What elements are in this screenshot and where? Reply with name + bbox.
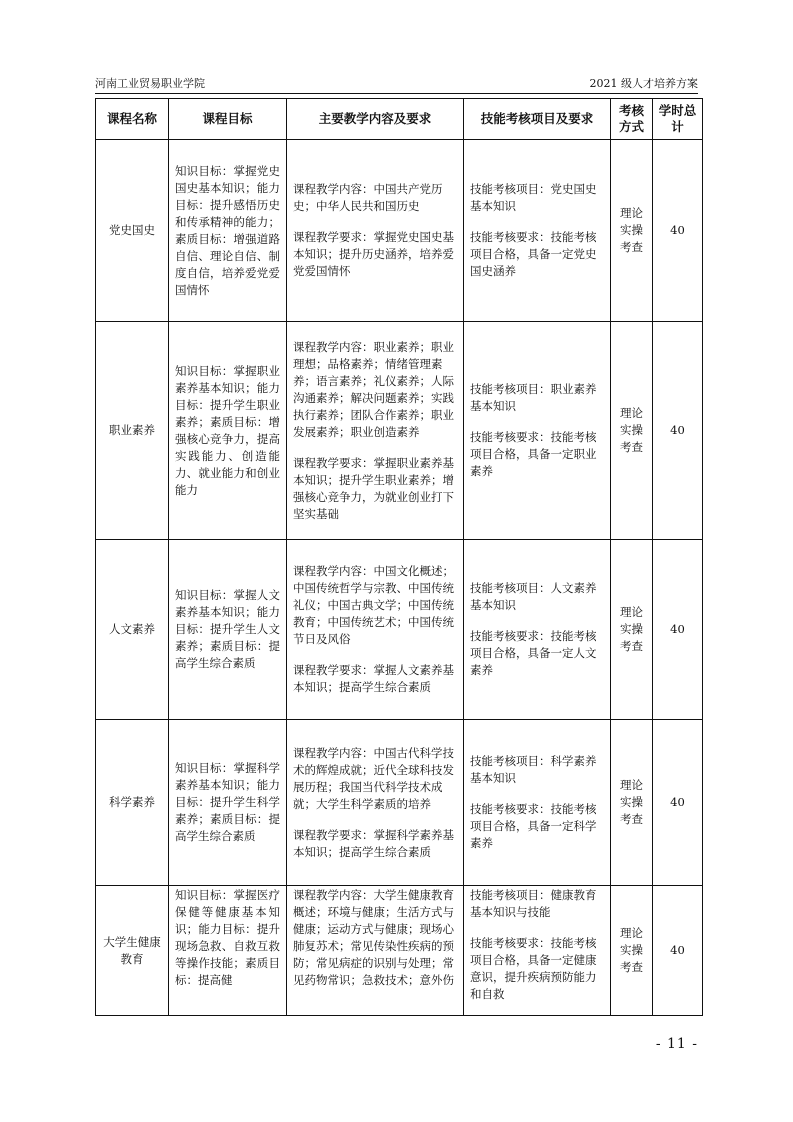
total-hours: 40 — [653, 886, 703, 1016]
skill-item: 技能考核项目：党史国史基本知识 — [470, 182, 597, 213]
course-goal: 知识目标：掌握医疗保健等健康基本知识；能力目标：提升现场急救、自救互救等操作技能；素质目标：提高健 — [169, 886, 287, 1016]
header-rule — [95, 93, 698, 94]
course-name: 科学素养 — [96, 720, 169, 886]
teaching-content: 课程教学内容：大学生健康教育概述；环境与健康；生活方式与健康；运动方式与健康；现场心肺复苏术；常见传染性疾病的预防；常见病症的识别与处理；常见药物常识；急救技术；意外伤 — [293, 888, 454, 987]
assessment-method: 理论实操考查 — [611, 140, 653, 322]
course-content-cell — [287, 720, 464, 886]
total-hours: 40 — [653, 720, 703, 886]
teaching-content: 课程教学内容：职业素养；职业理想；品格素养；情绪管理素养；语言素养；礼仪素养；人际沟通素养；解决问题素养；实践执行素养；团队合作素养；职业发展素养；职业创造素养 — [293, 339, 454, 439]
course-goal: 知识目标：掌握人文素养基本知识；能力目标：提升学生人文素养；素质目标：提高学生综合素质 — [169, 540, 287, 720]
skill-cell — [464, 886, 611, 1016]
assessment-method: 理论实操考查 — [611, 540, 653, 720]
course-name: 职业素养 — [96, 322, 169, 540]
table-row — [96, 886, 703, 1016]
skill-item: 技能考核项目：健康教育基本知识与技能 — [470, 888, 597, 919]
assessment-method: 理论实操考查 — [611, 720, 653, 886]
course-name: 大学生健康教育 — [96, 886, 169, 1016]
skill-cell — [464, 540, 611, 720]
skill-item: 技能考核项目：科学素养基本知识 — [470, 754, 597, 785]
course-content-cell — [287, 540, 464, 720]
course-content-cell — [287, 140, 464, 322]
header-school-name: 河南工业贸易职业学院 — [95, 77, 205, 90]
total-hours: 40 — [653, 540, 703, 720]
table-row — [96, 140, 703, 322]
total-hours: 40 — [653, 140, 703, 322]
col-header-skill: 技能考核项目及要求 — [464, 99, 611, 140]
skill-requirement: 技能考核要求：技能考核项目合格，具备一定党史国史涵养 — [470, 230, 597, 278]
teaching-requirement: 课程教学要求：掌握科学素养基本知识；提高学生综合素质 — [293, 827, 454, 859]
col-header-name: 课程名称 — [96, 99, 169, 140]
skill-item: 技能考核项目：职业素养基本知识 — [470, 382, 597, 413]
skill-cell — [464, 322, 611, 540]
skill-requirement: 技能考核要求：技能考核项目合格，具备一定人文素养 — [470, 629, 597, 677]
skill-cell — [464, 140, 611, 322]
table-header-row — [96, 99, 703, 140]
course-content-cell — [287, 886, 464, 1016]
col-header-goal: 课程目标 — [169, 99, 287, 140]
course-name: 党史国史 — [96, 140, 169, 322]
skill-item: 技能考核项目：人文素养基本知识 — [470, 581, 597, 612]
assessment-method: 理论实操考查 — [611, 322, 653, 540]
teaching-content: 课程教学内容：中国共产党历史；中华人民共和国历史 — [293, 182, 443, 213]
teaching-content: 课程教学内容：中国文化概述；中国传统哲学与宗教、中国传统礼仪；中国古典文学；中国传统教育；中国传统艺术；中国传统节日及风俗 — [293, 564, 454, 646]
col-header-hours: 学时总计 — [653, 99, 703, 140]
col-header-content: 主要教学内容及要求 — [287, 99, 464, 140]
page-header — [95, 76, 698, 92]
teaching-requirement: 课程教学要求：掌握党史国史基本知识；提升历史涵养，培养爱党爱国情怀 — [293, 230, 454, 278]
col-header-method: 考核方式 — [611, 99, 653, 140]
total-hours: 40 — [653, 322, 703, 540]
skill-requirement: 技能考核要求：技能考核项目合格，具备一定健康意识，提升疾病预防能力和自救 — [470, 936, 597, 1001]
skill-cell — [464, 720, 611, 886]
skill-requirement: 技能考核要求：技能考核项目合格，具备一定职业素养 — [470, 430, 597, 478]
page-number: - 11 - — [655, 1036, 698, 1052]
course-table — [95, 98, 703, 1016]
table-row — [96, 322, 703, 540]
course-content-cell — [287, 322, 464, 540]
course-goal: 知识目标：掌握党史国史基本知识；能力目标：提升感悟历史和传承精神的能力；素质目标：增强道路自信、理论自信、制度自信，培养爱党爱国情怀 — [169, 140, 287, 322]
skill-requirement: 技能考核要求：技能考核项目合格，具备一定科学素养 — [470, 802, 597, 850]
course-goal: 知识目标：掌握职业素养基本知识；能力目标：提升学生职业素养；素质目标：增强核心竞争力，提高实践能力、创造能力、就业能力和创业能力 — [169, 322, 287, 540]
table-row — [96, 720, 703, 886]
header-doc-title: 2021 级人才培养方案 — [589, 77, 698, 90]
table-row — [96, 540, 703, 720]
teaching-requirement: 课程教学要求：掌握职业素养基本知识；提升学生职业素养；增强核心竞争力，为就业创业打下坚实基础 — [293, 455, 454, 521]
course-goal: 知识目标：掌握科学素养基本知识；能力目标：提升学生科学素养；素质目标：提高学生综合素质 — [169, 720, 287, 886]
teaching-requirement: 课程教学要求：掌握人文素养基本知识；提高学生综合素质 — [293, 663, 454, 694]
teaching-content: 课程教学内容：中国古代科学技术的辉煌成就；近代全球科技发展历程；我国当代科学技术成就；大学生科学素质的培养 — [293, 745, 454, 811]
assessment-method: 理论实操考查 — [611, 886, 653, 1016]
course-name: 人文素养 — [96, 540, 169, 720]
